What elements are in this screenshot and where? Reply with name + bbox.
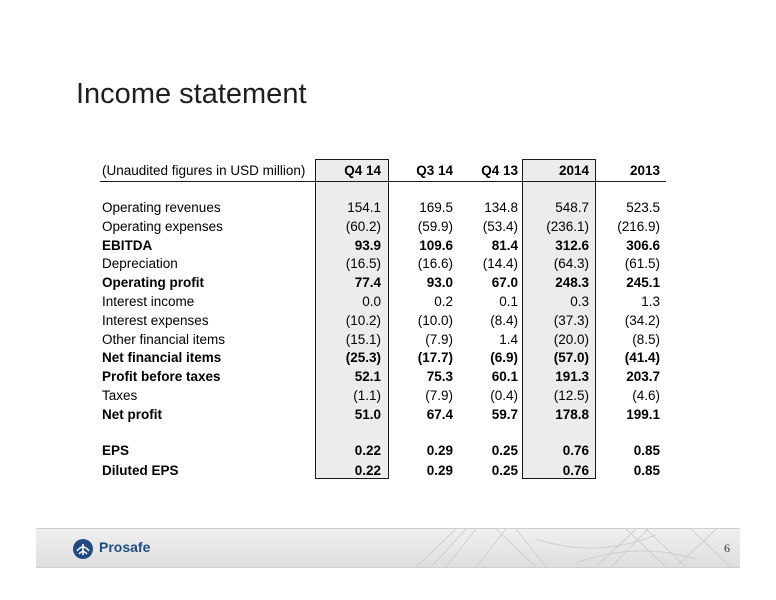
table-cell: 60.1 (491, 369, 518, 385)
page-title: Income statement (76, 78, 307, 110)
table-cell: (7.9) (425, 388, 453, 403)
table-cell: 0.29 (426, 443, 453, 458)
table-cell: 191.3 (555, 369, 589, 385)
table-cell: 93.9 (354, 237, 381, 253)
table-cell: 306.6 (626, 237, 660, 253)
table-cell: (17.7) (417, 350, 453, 366)
row-label: Taxes (102, 388, 138, 403)
table-cell: 0.76 (562, 443, 589, 458)
column-header: Q3 14 (416, 163, 453, 178)
row-label: EPS (102, 443, 130, 458)
table-cell: 0.22 (354, 443, 381, 458)
table-cell: 77.4 (354, 275, 381, 291)
table-cell: (6.9) (490, 350, 518, 366)
table-cell: (16.6) (417, 256, 453, 272)
table-cell: 0.0 (362, 294, 381, 309)
table-cell: 59.7 (491, 406, 518, 422)
table-cell: 0.29 (426, 463, 453, 478)
table-cell: (7.9) (425, 331, 453, 347)
table-cell: (10.0) (417, 312, 453, 328)
table-cell: 67.0 (491, 275, 518, 291)
prosafe-logo-icon (72, 538, 94, 560)
table-cell: (61.5) (624, 256, 660, 272)
table-cell: 0.85 (633, 443, 660, 458)
row-label: Depreciation (102, 256, 178, 272)
table-cell: 154.1 (347, 200, 381, 215)
table-cell: (0.4) (490, 388, 518, 403)
row-label: Operating expenses (102, 218, 223, 234)
table-cell: 134.8 (484, 200, 518, 215)
table-cell: (15.1) (345, 331, 381, 347)
table-cell: 169.5 (419, 200, 453, 215)
table-cell: (60.2) (345, 218, 381, 234)
row-label: Interest income (102, 294, 195, 309)
column-header: Q4 14 (344, 163, 381, 178)
table-cell: 1.3 (641, 294, 660, 309)
row-label: Net profit (102, 406, 162, 422)
table-cell: 67.4 (426, 406, 453, 422)
header-rule (100, 181, 666, 182)
table-cell: (59.9) (417, 218, 453, 234)
table-cell: (57.0) (553, 350, 589, 366)
row-label: Operating profit (102, 275, 204, 291)
table-cell: (10.2) (345, 312, 381, 328)
table-cell: 523.5 (626, 200, 660, 215)
table-cell: 51.0 (354, 406, 381, 422)
row-label: Interest expenses (102, 312, 209, 328)
table-cell: 199.1 (626, 406, 660, 422)
table-cell: (216.9) (617, 218, 660, 234)
table-cell: (53.4) (482, 218, 518, 234)
row-label: Diluted EPS (102, 463, 179, 478)
table-cell: 0.76 (562, 463, 589, 478)
row-label: Net financial items (102, 350, 222, 366)
row-label: EBITDA (102, 237, 153, 253)
table-cell: 0.2 (434, 294, 453, 309)
brand-name: Prosafe (99, 539, 151, 555)
table-cell: 0.22 (354, 463, 381, 478)
row-label: Operating revenues (102, 200, 221, 215)
table-cell: (8.4) (490, 312, 518, 328)
table-cell: 0.1 (499, 294, 518, 309)
table-cell: (4.6) (632, 388, 660, 403)
table-cell: 178.8 (555, 406, 589, 422)
table-cell: 548.7 (555, 200, 589, 215)
table-cell: 0.85 (633, 463, 660, 478)
table-cell: 245.1 (626, 275, 660, 291)
row-label: Other financial items (102, 331, 226, 347)
table-cell: 1.4 (499, 331, 518, 347)
table-cell: (64.3) (553, 256, 589, 272)
table-cell: (14.4) (482, 256, 518, 272)
table-cell: 0.3 (570, 294, 589, 309)
table-cell: 0.25 (491, 443, 518, 458)
row-label: Profit before taxes (102, 369, 221, 385)
table-cell: 52.1 (354, 369, 381, 385)
table-cell: 81.4 (491, 237, 518, 253)
table-cell: (41.4) (624, 350, 660, 366)
table-cell: 109.6 (419, 237, 453, 253)
table-cell: (20.0) (553, 331, 589, 347)
table-cell: 312.6 (555, 237, 589, 253)
table-cell: (16.5) (345, 256, 381, 272)
table-cell: (25.3) (345, 350, 381, 366)
table-cell: 248.3 (555, 275, 589, 291)
column-header: 2014 (558, 163, 589, 178)
column-header-label: (Unaudited figures in USD million) (102, 163, 306, 178)
table-cell: 0.25 (491, 463, 518, 478)
column-header: Q4 13 (481, 163, 518, 178)
table-cell: 93.0 (426, 275, 453, 291)
table-cell: (8.5) (632, 331, 660, 347)
table-cell: (37.3) (553, 312, 589, 328)
table-cell: (236.1) (546, 218, 589, 234)
table-cell: (1.1) (353, 388, 381, 403)
page-number: 6 (724, 541, 730, 555)
table-cell: 75.3 (426, 369, 453, 385)
table-cell: (34.2) (624, 312, 660, 328)
table-cell: 203.7 (626, 369, 660, 385)
column-header: 2013 (629, 163, 660, 178)
table-cell: (12.5) (553, 388, 589, 403)
